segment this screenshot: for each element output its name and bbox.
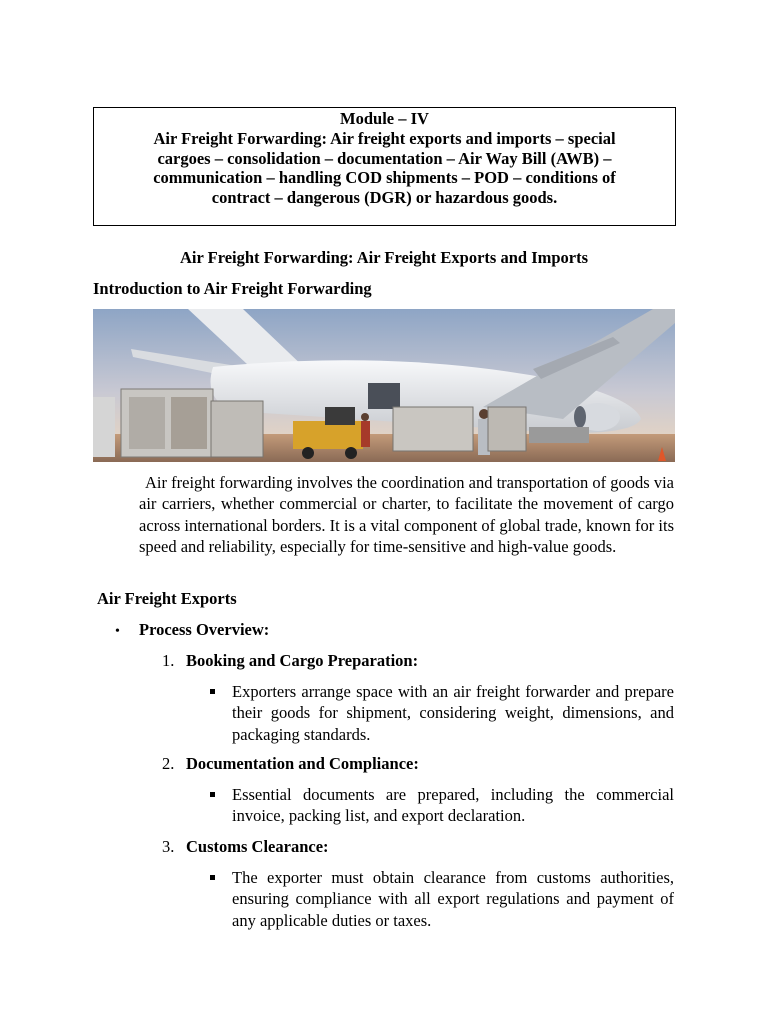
tug-vehicle (293, 421, 363, 449)
module-title: Module – IV (340, 109, 429, 128)
step-description: Essential documents are prepared, including the commercial invoice, packing list, and export declaration. (232, 785, 674, 826)
intro-paragraph: Air freight forwarding involves the coordination and transportation of goods via air carriers, whether commercial or charter, to facilitate the movement of cargo across international borders. It is a vital component of global trade, known for its speed and reliability, especially for time-sensitive and high-value goods. (139, 473, 674, 557)
step-title: Customs Clearance: (186, 837, 329, 856)
module-topics-line-4: contract – dangerous (DGR) or hazardous goods. (211, 188, 558, 208)
exports-heading: Air Freight Exports (97, 589, 237, 608)
step-number: 1. (162, 651, 175, 670)
bullet-dot-icon: • (115, 624, 120, 639)
square-bullet-icon (210, 689, 215, 694)
module-topics-line-3: communication – handling COD shipments – POD – conditions of (153, 168, 616, 188)
step-title: Documentation and Compliance: (186, 754, 419, 773)
cargo-plane-photo (93, 309, 675, 462)
step-number: 3. (162, 837, 175, 856)
step-description: Exporters arrange space with an air freight forwarder and prepare their goods for shipment, considering weight, dimensions, and packaging standards. (232, 682, 674, 744)
intro-heading: Introduction to Air Freight Forwarding (93, 279, 372, 298)
module-topics-line-2: cargoes – consolidation – documentation – Air Way Bill (AWB) – (157, 148, 612, 168)
step-number: 2. (162, 754, 175, 773)
square-bullet-icon (210, 792, 215, 797)
step-description: The exporter must obtain clearance from customs authorities, ensuring compliance with all export regulations and payment of any applicable duties or taxes. (232, 868, 674, 930)
process-overview-label: Process Overview: (139, 620, 270, 639)
worker-figure (361, 421, 370, 447)
square-bullet-icon (210, 875, 215, 880)
module-topics-line-1: Air Freight Forwarding: Air freight exports and imports – special (153, 128, 616, 148)
section-title: Air Freight Forwarding: Air Freight Exports and Imports (179, 248, 589, 267)
module-box (93, 107, 676, 226)
cargo-plane-illustration (93, 309, 675, 462)
step-title: Booking and Cargo Preparation: (186, 651, 419, 670)
